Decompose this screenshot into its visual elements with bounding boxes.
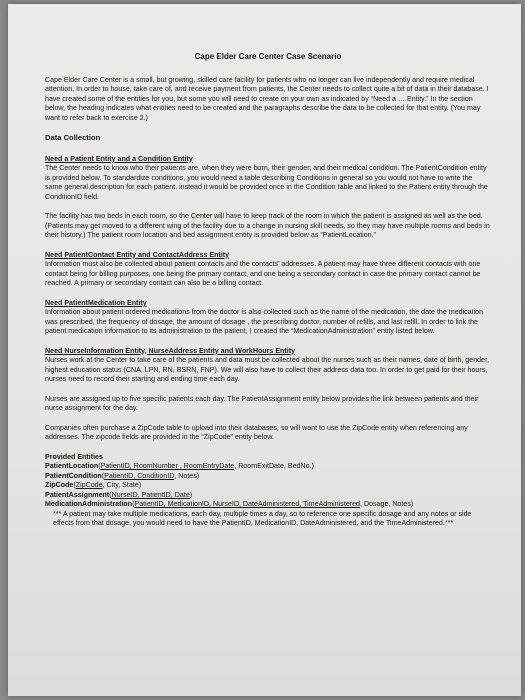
entity-patient-condition: PatientCondition(PatientID, ConditionID, Notes) xyxy=(45,471,200,480)
entity-medication-administration: MedicationAdministration(PatientID, MedicationID, NurseID, DateAdministered, TimeAdministered, Dosage, Notes) xyxy=(45,500,414,508)
entity-zipcode: ZipCode(ZipCode, City, State) xyxy=(45,481,142,489)
section-heading-nurse: Need NurseInformation Entity, NurseAddress Entity and WorkHours Entity xyxy=(45,346,296,355)
document-content xyxy=(45,52,491,529)
medication-paragraph: Information about patient ordered medications from the doctor is also collected such as the name of the medication, the date the medication was prescribed, the frequency of dosage, the amount of dosage , the prescribing doctor, number of refills, and last refill. In order to link the patient medication information to its administration to the patient, I created the “MedicationAdministration” entity listed below. xyxy=(45,308,484,335)
page-title: Cape Elder Care Center Case Scenario xyxy=(194,52,342,61)
section-heading-medication: Need PatientMedication Entity xyxy=(45,298,147,307)
data-collection-heading: Data Collection xyxy=(45,133,101,142)
patient-paragraph-2: The facility has two beds in each room, so the Center will have to keep track of the room in which the patient is assigned as well as the bed. (Patients may get moved to a different wing of the facility due to a change in nursing skill needs, so they may have multiple rooms and beds in their history.) The patient room location and bed assignment entity is provided below as “PatientLocation.” xyxy=(45,212,490,239)
patient-paragraph-1: The Center needs to know who their patients are, when they were born, their gender, and their medical condition. The PatientCondition entity is provided below. To standardize conditions, you would need a table describing Conditions in general so you would not have to write the same general description for each patient, instead it would be provided once in the Condition table and linked to the Patient entity through the ConditionID field. xyxy=(45,164,488,201)
entity-patient-assignment: PatientAssignment(NurseID, PatientID, Date) xyxy=(45,490,193,499)
paper-sheet xyxy=(8,4,521,696)
zipcode-paragraph: Companies often purchase a ZipCode table to upload into their databases, so will want to use the ZipCode entity when referencing any addresses. The zipcode fields are provided in the “ZipCode” entity below. xyxy=(45,423,468,441)
intro-paragraph: Cape Elder Care Center is a small, but growing, skilled care facility for patients who no longer can live independently and require medical attention. In order to house, take care of, and receive payment from patients, the Center needs to collect quite a bit of data in their database. I have created some of the entities for you, but some you will need to create on your own as indicated by “Need a … Entity.” In the section below, the heading indicates what entities need to be created and the paragraphs describe the data to be collected for that entity. (You may want to refer back to exercise 2.) xyxy=(45,75,489,122)
contact-paragraph: Information must also be collected about patient contacts and the contacts’ addresses. A patient may have three different contacts with one contact being for billing purposes, one being the primary contact, and one being a secondary contact in case the primary contact cannot be reached. A primary or secondary contact can also be a billing contact. xyxy=(45,260,481,287)
medication-note: *** A patient may take multiple medications, each day, multiple times a day, so to reference one specific dosage and any notes or side effects from that dosage, you would need to have the PatientID, MedicationID, DateAdministered, and the TimeAdministered.*** xyxy=(53,509,472,527)
section-heading-contact: Need PatientContact Entity and ContactAddress Entity xyxy=(45,250,230,259)
provided-entities-heading: Provided Entities xyxy=(45,452,103,461)
nurse-paragraph-1: Nurses work at the Center to take care of the patients and data must be collected about the nurses such as their names, date of birth, gender, highest education status (CNA, LPN, RN, BSRN, FNP). We will also have to collect their address data too. In order to get paid for their hours, nurses need to record their starting and ending time each day. xyxy=(45,356,490,383)
entity-patient-location: PatientLocation(PatientID, RoomNumber , RoomEntryDate, RoomExitDate, BedNo.) xyxy=(45,462,314,470)
nurse-paragraph-2: Nurses are assigned up to five specific patients each day. The PatientAssignment entity below provides the link between patients and their nurse assignment for the day. xyxy=(45,394,479,412)
section-heading-patient: Need a Patient Entity and a Condition Entity xyxy=(45,154,193,163)
